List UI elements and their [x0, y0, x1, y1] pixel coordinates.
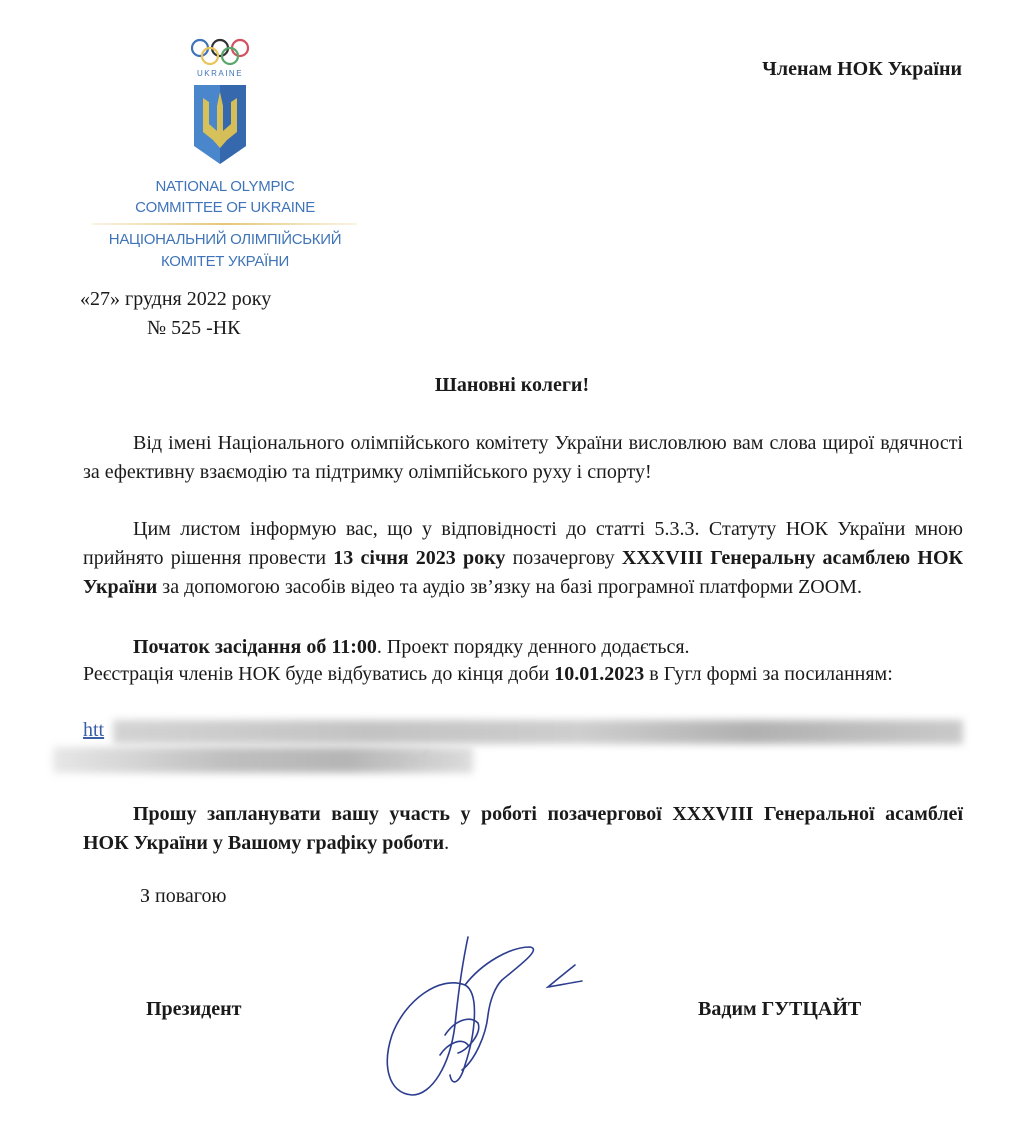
redaction-blur: [113, 720, 963, 744]
org-name-ua-line2: КОМІТЕТ УКРАЇНИ: [161, 253, 289, 270]
document-number: № 525 -НК: [147, 317, 241, 339]
assembly-title: XXXVIII Генеральну асамблею НОК України: [83, 547, 963, 598]
olympic-ring-blue: [192, 40, 208, 56]
registration-deadline: 10.01.2023: [554, 663, 645, 685]
paragraph-thanks-text: Від імені Національного олімпійського комітету України висловлюю вам слова щирої вдячності за ефективну взаємодію та підтримку олімпійського руху і спорту!: [83, 432, 963, 483]
registration-text-a: Реєстрація членів НОК буде відбуватись до кінця доби: [83, 663, 555, 685]
signature-icon: [370, 925, 600, 1100]
paragraph-registration: [83, 660, 963, 689]
regards: З повагою: [140, 885, 227, 907]
olympic-emblem-icon: [185, 36, 255, 166]
closing-period: .: [444, 832, 450, 854]
greeting: Шановні колеги!: [434, 374, 590, 396]
signer-role: Президент: [146, 998, 242, 1020]
org-name-en-line2: COMMITTEE OF UKRAINE: [135, 199, 315, 216]
logo-country-label: UKRAINE: [196, 69, 244, 78]
olympic-ring-black: [212, 40, 228, 56]
redaction-blur: [53, 747, 473, 773]
letterhead-divider: [92, 223, 357, 225]
letter-date: «27» грудня 2022 року: [80, 288, 272, 310]
assembly-date: 13 січня 2023 року: [333, 547, 506, 569]
recipient: Членам НОК України: [762, 58, 962, 80]
olympic-ring-yellow: [202, 48, 218, 64]
paragraph-thanks: [83, 429, 963, 487]
org-name-en-line1: NATIONAL OLYMPIC: [155, 178, 295, 195]
closing-request: [83, 800, 963, 858]
olympic-ring-green: [222, 48, 238, 64]
link-prefix[interactable]: htt: [83, 719, 105, 741]
assembly-text-b: позачергову: [505, 547, 622, 569]
agenda-note: . Проект порядку денного додається.: [376, 636, 690, 658]
signer-name: Вадим ГУТЦАЙТ: [698, 998, 862, 1020]
paragraph-start-time: [83, 633, 963, 662]
assembly-text-c: за допомогою засобів відео та аудіо зв’язку на базі програмної платформи ZOOM.: [157, 576, 862, 598]
assembly-text-a: Цим листом інформую вас, що у відповідності до статті 5.3.3. Статуту НОК України мною прийнято рішення провести: [83, 518, 963, 569]
start-time: Початок засідання об 11:00: [133, 636, 377, 658]
registration-link[interactable]: [83, 716, 963, 774]
org-name-ua-line1: НАЦІОНАЛЬНИЙ ОЛІМПІЙСЬКИЙ: [108, 231, 342, 248]
olympic-ring-red: [232, 40, 248, 56]
paragraph-assembly: [83, 515, 963, 602]
registration-text-b: в Гугл формі за посиланням:: [644, 663, 893, 685]
closing-request-text: Прошу запланувати вашу участь у роботі позачергової XXXVIII Генеральної асамблеї НОК України у Вашому графіку роботи: [83, 803, 963, 854]
